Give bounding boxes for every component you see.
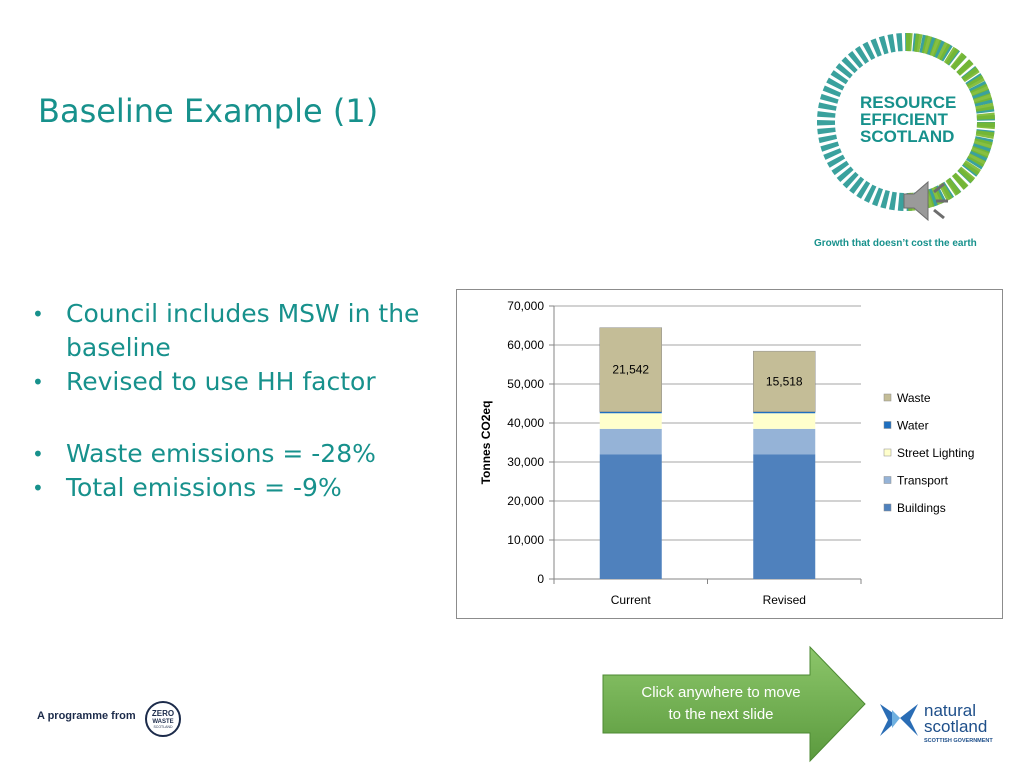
bullet-text: Waste emissions = -28% xyxy=(66,439,376,468)
logo-line3: SCOTLAND xyxy=(860,127,955,146)
bar-transport xyxy=(600,429,662,454)
bullet-item xyxy=(32,365,452,399)
bullet-dot: • xyxy=(32,442,44,466)
bullet-text: Council includes MSW in the baseline xyxy=(66,299,420,362)
y-tick-label: 20,000 xyxy=(507,494,544,508)
next-slide-label[interactable] xyxy=(612,682,830,726)
bullet-text: Total emissions = -9% xyxy=(66,473,342,502)
legend-swatch xyxy=(884,504,891,511)
logo-line2: EFFICIENT xyxy=(860,110,948,129)
programme-label: A programme from xyxy=(37,710,136,722)
ns-line1: natural xyxy=(924,701,976,720)
speaker-icon[interactable] xyxy=(900,178,958,224)
legend-swatch xyxy=(884,422,891,429)
x-tick-label: Revised xyxy=(762,593,806,607)
y-tick-label: 50,000 xyxy=(507,377,544,391)
next-slide-label-line2: to the next slide xyxy=(668,706,774,723)
zw-line1: ZERO xyxy=(151,709,175,718)
bullet-item xyxy=(32,437,452,471)
bullet-item xyxy=(32,297,452,365)
bar-street-lighting xyxy=(753,413,815,429)
bullet-dot: • xyxy=(32,302,44,326)
legend-label: Water xyxy=(897,418,929,433)
y-tick-label: 30,000 xyxy=(507,455,544,469)
legend-label: Buildings xyxy=(897,501,946,515)
natural-scotland-logo xyxy=(878,696,1008,746)
zw-line3: SCOTLAND xyxy=(153,725,173,729)
y-tick-label: 40,000 xyxy=(507,416,544,430)
bar-buildings xyxy=(753,454,815,579)
slide-title: Baseline Example (1) xyxy=(38,92,379,130)
data-label: 21,542 xyxy=(612,362,650,377)
legend-label: Waste xyxy=(897,391,931,405)
zw-line2: WASTE xyxy=(152,719,174,725)
bullet-dot: • xyxy=(32,370,44,394)
bullet-dot: • xyxy=(32,476,44,500)
logo-line1: RESOURCE xyxy=(860,93,957,112)
legend-swatch xyxy=(884,477,891,484)
legend-label: Street Lighting xyxy=(897,446,975,460)
logo-tagline: Growth that doesn’t cost the earth xyxy=(814,238,977,249)
bar-transport xyxy=(753,429,815,454)
bar-street-lighting xyxy=(600,413,662,429)
bullet-text: Revised to use HH factor xyxy=(66,367,376,396)
legend-swatch xyxy=(884,449,891,456)
legend-swatch xyxy=(884,394,891,401)
next-slide-label-line1: Click anywhere to move xyxy=(641,684,801,701)
y-tick-label: 0 xyxy=(537,572,544,586)
y-axis-label: Tonnes CO2eq xyxy=(479,400,493,485)
data-label: 15,518 xyxy=(765,374,803,389)
saltire-butterfly-icon xyxy=(880,704,918,736)
chart-svg xyxy=(457,290,1002,618)
bullet-list xyxy=(32,297,452,505)
legend-label: Transport xyxy=(897,473,948,488)
ns-line2: scotland xyxy=(924,717,988,736)
bar-buildings xyxy=(600,454,662,579)
x-tick-label: Current xyxy=(610,593,651,607)
y-tick-label: 60,000 xyxy=(507,338,544,352)
zero-waste-scotland-logo xyxy=(144,700,182,738)
ns-line3: SCOTTISH GOVERNMENT xyxy=(924,738,993,744)
y-tick-label: 70,000 xyxy=(507,299,544,313)
y-tick-label: 10,000 xyxy=(507,533,544,547)
bullet-item xyxy=(32,471,452,505)
emissions-chart xyxy=(456,289,1003,619)
